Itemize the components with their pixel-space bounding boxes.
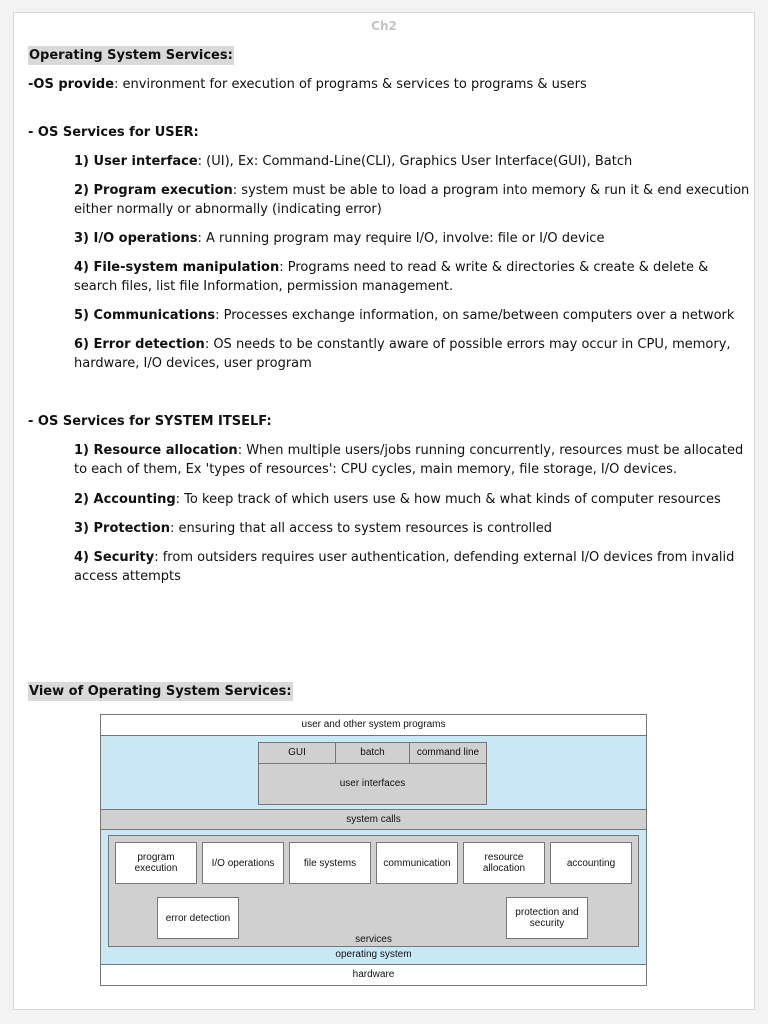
services-box xyxy=(108,835,639,947)
box-label: file systems xyxy=(303,857,357,869)
intro-bold: -OS provide xyxy=(28,77,115,92)
user-interface-layer xyxy=(101,736,646,810)
page-header: Ch2 xyxy=(371,19,397,33)
item-title: 1) User interface xyxy=(74,154,198,169)
os-services-heading: Operating System Services: xyxy=(29,48,233,63)
file-systems-box xyxy=(289,842,371,884)
command-line-cell: command line xyxy=(410,743,486,764)
operating-system-label: operating system xyxy=(335,949,412,960)
list-item xyxy=(74,258,750,296)
list-item xyxy=(74,306,750,325)
system-services-label: - OS Services for SYSTEM ITSELF: xyxy=(28,414,272,429)
box-label: communication xyxy=(383,857,451,869)
list-item xyxy=(74,152,750,171)
os-services-diagram xyxy=(100,714,647,986)
item-title: 2) Program execution xyxy=(74,183,233,198)
services-layer xyxy=(101,830,646,965)
accounting-box xyxy=(550,842,632,884)
list-item xyxy=(74,519,750,538)
list-item xyxy=(74,548,750,586)
gui-cell: GUI xyxy=(259,743,336,764)
system-services-heading xyxy=(28,412,748,431)
program-execution-box xyxy=(115,842,197,884)
document-page xyxy=(13,12,755,1010)
item-text: : ensuring that all access to system resources is controlled xyxy=(169,521,553,536)
list-item xyxy=(74,229,750,248)
list-item xyxy=(74,181,750,219)
item-title: 1) Resource allocation xyxy=(74,443,238,458)
view-services-heading: View of Operating System Services: xyxy=(29,684,292,699)
item-title: 4) File-system manipulation xyxy=(74,260,280,275)
item-text: : Processes exchange information, on same/between computers over a network xyxy=(215,308,735,323)
communication-box xyxy=(376,842,458,884)
user-services-heading xyxy=(28,123,748,142)
box-label: I/O operations xyxy=(211,857,275,869)
error-detection-box xyxy=(157,897,239,939)
item-text: : To keep track of which users use & how much & what kinds of computer resources xyxy=(175,492,721,507)
item-title: 5) Communications xyxy=(74,308,216,323)
item-text: : OS needs to be constantly aware of possible errors may occur in CPU, memory, hardware, I/O devices, user program xyxy=(74,337,731,371)
user-services-label: - OS Services for USER: xyxy=(28,125,199,140)
view-section-heading xyxy=(28,682,748,701)
item-title: 4) Security xyxy=(74,550,155,565)
user-interfaces-box xyxy=(258,742,487,805)
protection-security-box xyxy=(506,897,588,939)
box-label: error detection xyxy=(165,912,231,924)
resource-allocation-box xyxy=(463,842,545,884)
list-item xyxy=(74,335,750,373)
item-title: 2) Accounting xyxy=(74,492,176,507)
intro-text: : environment for execution of programs & services to programs & users xyxy=(114,77,587,92)
hardware-layer: hardware xyxy=(101,965,646,985)
item-text: : Programs need to read & write & directories & create & delete & search files, list file Information, permission management. xyxy=(74,260,709,294)
list-item xyxy=(74,441,750,479)
item-text: : (UI), Ex: Command-Line(CLI), Graphics User Interface(GUI), Batch xyxy=(197,154,633,169)
item-title: 3) I/O operations xyxy=(74,231,198,246)
user-programs-layer: user and other system programs xyxy=(101,715,646,736)
system-calls-layer: system calls xyxy=(101,810,646,830)
item-text: : from outsiders requires user authentication, defending external I/O devices from invalid access attempts xyxy=(74,550,735,584)
item-text: : system must be able to load a program into memory & run it & end execution either normally or abnormally (indicating error) xyxy=(74,183,750,217)
item-text: : A running program may require I/O, involve: file or I/O device xyxy=(197,231,605,246)
batch-cell: batch xyxy=(336,743,410,764)
section-heading xyxy=(28,46,748,65)
box-label: accounting xyxy=(566,857,616,869)
list-item xyxy=(74,490,750,509)
io-operations-box xyxy=(202,842,284,884)
box-label: resource allocation xyxy=(482,852,526,874)
item-title: 6) Error detection xyxy=(74,337,205,352)
box-label: protection and security xyxy=(515,907,579,929)
intro-paragraph xyxy=(28,75,748,94)
services-label: services xyxy=(355,934,392,945)
item-title: 3) Protection xyxy=(74,521,170,536)
user-interfaces-label: user interfaces xyxy=(339,778,406,789)
item-text: : When multiple users/jobs running concurrently, resources must be allocated to each of them, Ex 'types of resources': CPU cycles, main memory, file storage, I/O devices. xyxy=(74,443,744,477)
box-label: program execution xyxy=(134,852,178,874)
